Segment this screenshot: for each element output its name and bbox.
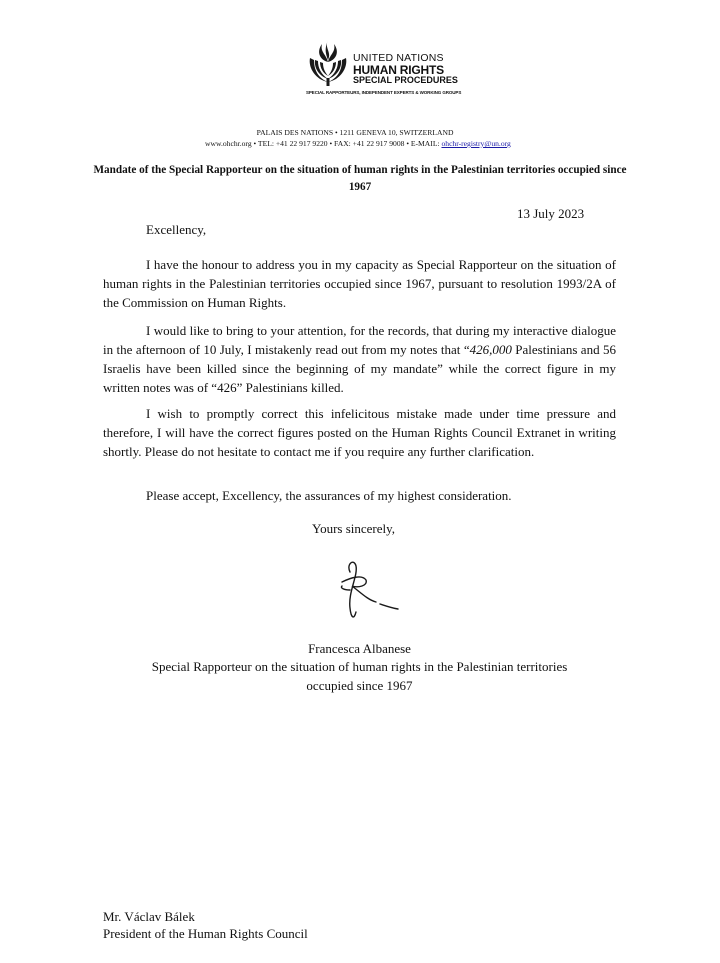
org-subtitle: SPECIAL RAPPORTEURS, INDEPENDENT EXPERTS & WORKING GROUPS <box>306 90 462 95</box>
address-line-2 <box>175 139 605 148</box>
address-line-1: PALAIS DES NATIONS • 1211 GENEVA 10, SWITZERLAND <box>256 128 454 137</box>
recipient-name: Mr. Václav Bálek <box>103 909 195 924</box>
paragraph-2 <box>103 321 616 397</box>
signatory-name: Francesca Albanese <box>308 641 411 656</box>
paragraph-3: I wish to promptly correct this infelicitous mistake made under time pressure and therefore, I will have the correct figures posted on the Human Rights Council Extranet in writing shortly. Please do not hesitate to contact me if you require any further clarification. <box>103 406 616 459</box>
email-link[interactable]: ohchr-registry@un.org <box>441 139 511 148</box>
org-line-2: HUMAN RIGHTS <box>353 62 444 77</box>
paragraph-2-part-b: Palestinians and 56 Israelis have been killed since the beginning of my mandate” while the correct figure in my written notes was of “426” Palestinians killed. <box>103 342 616 395</box>
closing: Yours sincerely, <box>312 521 396 536</box>
paragraph-4: Please accept, Excellency, the assurances of my highest consideration. <box>146 488 512 503</box>
signatory-title: Special Rapporteur on the situation of human rights in the Palestinian territories <box>151 659 568 674</box>
un-human-rights-flame-logo <box>306 38 350 86</box>
paragraph-1: I have the honour to address you in my capacity as Special Rapporteur on the situation of human rights in the Palestinian territories occupied since 1967, pursuant to resolution 1993/2A of the Commission on Human Rights. <box>103 257 616 310</box>
mandate-heading: Mandate of the Special Rapporteur on the situation of human rights in the Palestinian territories occupied since 1967 <box>93 164 627 193</box>
org-line-1: UNITED NATIONS <box>353 52 444 64</box>
handwritten-signature <box>320 552 420 624</box>
letter-date: 13 July 2023 <box>517 206 585 221</box>
salutation: Excellency, <box>146 222 207 237</box>
contact-details: www.ohchr.org • TEL: +41 22 917 9220 • FAX: +41 22 917 9008 • E-MAIL: <box>205 139 442 148</box>
org-name <box>353 53 458 85</box>
org-line-3: SPECIAL PROCEDURES <box>353 74 458 85</box>
paragraph-2-part-a: I would like to bring to your attention, for the records, that during my interactive dialogue in the afternoon of 10 July, I mistakenly read out from my notes that “ <box>103 323 616 357</box>
recipient-title: President of the Human Rights Council <box>103 926 308 941</box>
paragraph-2-figure: 426,000 <box>469 342 512 357</box>
signatory-title-continued: occupied since 1967 <box>306 678 413 693</box>
